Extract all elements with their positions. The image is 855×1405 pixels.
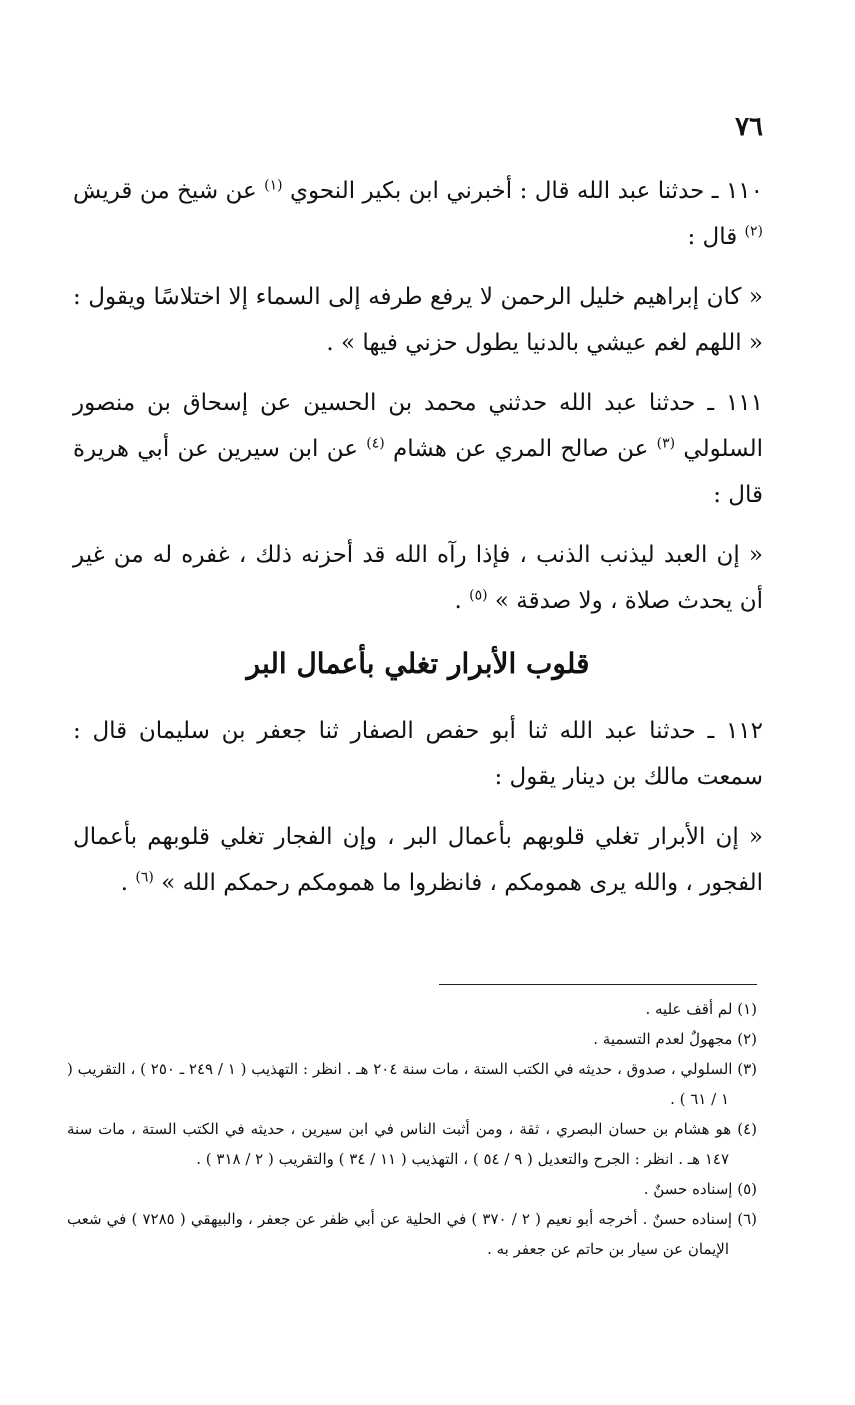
paragraph-text: ١١٠ ـ حدثنا عبد الله قال : أخبرني ابن بكير النحوي [282,178,763,204]
page-number: ٧٦ [735,112,763,142]
footnote-ref: (٢) [744,223,763,240]
footnote-ref: (٤) [366,435,385,452]
paragraph-text: « إن العبد ليذنب الذنب ، فإذا رآه الله قد أحزنه ذلك ، غفره له من غير أن يحدث صلاة ، ولا صدقة » [73,542,763,614]
paragraph-112 [73,708,763,800]
footnote-3: (٣) السلولي ، صدوق ، حديثه في الكتب الستة ، مات سنة ٢٠٤ هـ . انظر : التهذيب ( ١ / ٢٤٩ ـ ٢٥٠ ) ، التقريب ( ١ / ٦١ ) . [67,1060,758,1108]
main-text [73,168,763,920]
footnote-ref: (٣) [656,435,676,452]
footnote-ref: (٥) [469,587,488,604]
footnote-ref: (١) [264,177,283,194]
paragraph-text: عن ابن سيرين عن أبي هريرة قال : [73,436,763,508]
paragraph-text: قال : [687,224,745,250]
paragraph-text: عن شيخ من قريش [73,178,265,204]
footnotes [67,994,757,1264]
footnote-1: (١) لم أقف عليه . [645,1000,757,1018]
footnote-2: (٢) مجهولٌ لعدم التسمية . [593,1030,757,1048]
footnote-separator [439,984,757,985]
paragraph-text: ١١٢ ـ حدثنا عبد الله ثنا أبو حفص الصفار ثنا جعفر بن سليمان قال : سمعت مالك بن دينار يقول : [73,718,763,790]
footnote-5: (٥) إسناده حسنٌ . [643,1180,757,1198]
paragraph-text: . [120,870,136,896]
quote-111 [73,532,763,624]
quote-112 [73,814,763,906]
footnote-4: (٤) هو هشام بن حسان البصري ، ثقة ، ومن أثبت الناس في ابن سيرين ، حديثه في الكتب الستة ، مات سنة ١٤٧ هـ . انظر : الجرح والتعديل ( ٩ / ٥٤ ) ، التهذيب ( ١١ / ٣٤ ) والتقريب ( ٢ / ٣١٨ ) . [67,1120,757,1168]
paragraph-text: « كان إبراهيم خليل الرحمن لا يرفع طرفه إلى السماء إلا اختلاسًا ويقول : « اللهم لغم عيشي بالدنيا يطول حزني فيها » . [73,284,763,356]
paragraph-111 [73,380,763,518]
quote-110 [73,274,763,366]
paragraph-text: « إن الأبرار تغلي قلوبهم بأعمال البر ، وإن الفجار تغلي قلوبهم بأعمال الفجور ، والله يرى همومكم ، فانظروا ما همومكم رحمكم الله » [73,824,763,896]
paragraph-text: عن صالح المري عن هشام [384,436,657,462]
paragraph-110 [73,168,763,260]
footnote-ref: (٦) [135,869,154,886]
footnote-6: (٦) إسناده حسنٌ . أخرجه أبو نعيم ( ٢ / ٣٧٠ ) في الحلية عن أبي ظفر عن جعفر ، والبيهقي ( ٧٢٨٥ ) في شعب الإيمان عن سيار بن حاتم عن جعفر به . [67,1210,757,1258]
paragraph-text: ١١١ ـ حدثنا عبد الله حدثني محمد بن الحسين عن إسحاق بن منصور السلولي [73,390,763,462]
section-heading: قلوب الأبرار تغلي بأعمال البر [246,647,590,680]
paragraph-text: . [454,588,470,614]
